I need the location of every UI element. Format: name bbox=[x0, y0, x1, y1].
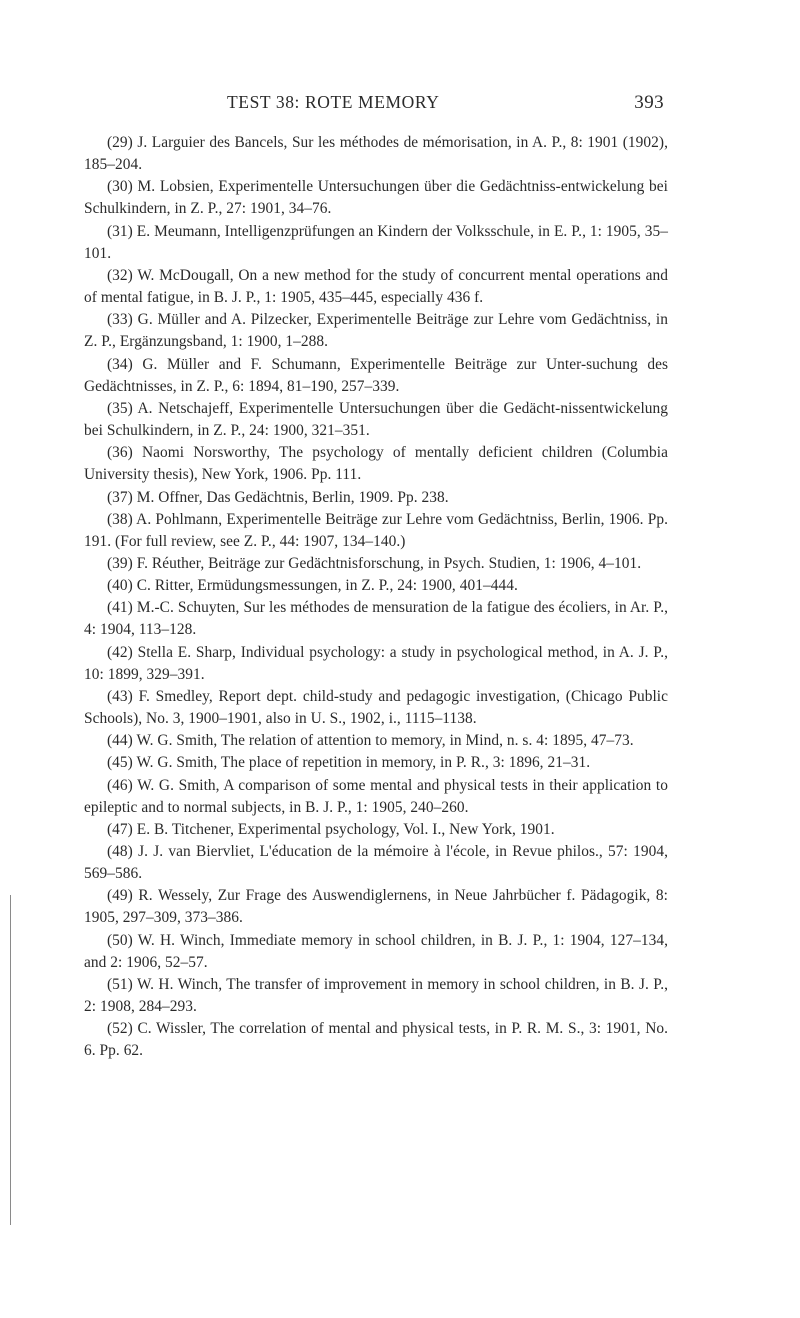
reference-entry-51: (51) W. H. Winch, The transfer of improvement in memory in school children, in B. J. P., 2: 1908, 284–293. bbox=[84, 975, 668, 1016]
reference-entry-32: (32) W. McDougall, On a new method for the study of concurrent mental operations and of mental fatigue, in B. J. P., 1: 1905, 435–445, especially 436 f. bbox=[84, 266, 668, 307]
reference-entry-45: (45) W. G. Smith, The place of repetition in memory, in P. R., 3: 1896, 21–31. bbox=[107, 754, 591, 772]
reference-entry-34: (34) G. Müller and F. Schumann, Experimentelle Beiträge zur Unter-suchung des Gedächtnisses, in Z. P., 6: 1894, 81–190, 257–339. bbox=[84, 355, 668, 395]
running-head bbox=[84, 92, 664, 116]
reference-entry-43: (43) F. Smedley, Report dept. child-study and pedagogic investigation, (Chicago Public Schools), No. 3, 1900–1901, also in U. S., 1902, i., 1115–1138. bbox=[84, 687, 668, 728]
reference-entry-33: (33) G. Müller and A. Pilzecker, Experimentelle Beiträge zur Lehre vom Gedächtniss, in Z. P., Ergänzungsband, 1: 1900, 1–288. bbox=[84, 311, 668, 351]
reference-entry-42: (42) Stella E. Sharp, Individual psychology: a study in psychological method, in A. J. P., 10: 1899, 329–391. bbox=[84, 643, 668, 683]
reference-entry-35: (35) A. Netschajeff, Experimentelle Untersuchungen über die Gedächt-nissentwickelung bei Schulkindern, in Z. P., 24: 1900, 321–351. bbox=[84, 399, 668, 440]
reference-entry-49: (49) R. Wessely, Zur Frage des Auswendiglernens, in Neue Jahrbücher f. Pädagogik, 8: 1905, 297–309, 373–386. bbox=[84, 887, 668, 927]
reference-entry-30: (30) M. Lobsien, Experimentelle Untersuchungen über die Gedächtniss-entwickelung bei Schulkindern, in Z. P., 27: 1901, 34–76. bbox=[84, 178, 668, 218]
reference-entry-29: (29) J. Larguier des Bancels, Sur les méthodes de mémorisation, in A. P., 8: 1901 (1902), 185–204. bbox=[84, 134, 668, 174]
reference-entry-41: (41) M.-C. Schuyten, Sur les méthodes de mensuration de la fatigue des écoliers, in Ar. P., 4: 1904, 113–128. bbox=[84, 599, 668, 639]
reference-entry-47: (47) E. B. Titchener, Experimental psychology, Vol. I., New York, 1901. bbox=[107, 820, 555, 838]
reference-entry-48: (48) J. J. van Biervliet, L'éducation de la mémoire à l'école, in Revue philos., 57: 1904, 569–586. bbox=[84, 843, 668, 883]
reference-entry-39: (39) F. Réuther, Beiträge zur Gedächtnisforschung, in Psych. Studien, 1: 1906, 4–101. bbox=[107, 554, 642, 572]
reference-list bbox=[84, 132, 668, 1063]
reference-entry-31: (31) E. Meumann, Intelligenzprüfungen an Kindern der Volksschule, in E. P., 1: 1905, 35–101. bbox=[84, 222, 668, 262]
reference-entry-40: (40) C. Ritter, Ermüdungsmessungen, in Z. P., 24: 1900, 401–444. bbox=[107, 577, 518, 595]
reference-entry-50: (50) W. H. Winch, Immediate memory in school children, in B. J. P., 1: 1904, 127–134, and 2: 1906, 52–57. bbox=[84, 931, 668, 971]
reference-entry-44: (44) W. G. Smith, The relation of attention to memory, in Mind, n. s. 4: 1895, 47–73. bbox=[107, 732, 634, 750]
running-head-title: TEST 38: ROTE MEMORY bbox=[227, 92, 440, 112]
reference-entry-37: (37) M. Offner, Das Gedächtnis, Berlin, 1909. Pp. 238. bbox=[107, 488, 449, 506]
reference-entry-38: (38) A. Pohlmann, Experimentelle Beiträge zur Lehre vom Gedächtniss, Berlin, 1906. Pp. 191. (For full review, see Z. P., 44: 1907, 134–140.) bbox=[84, 510, 668, 550]
reference-entry-36: (36) Naomi Norsworthy, The psychology of mentally deficient children (Columbia University thesis), New York, 1906. Pp. 111. bbox=[84, 444, 668, 484]
reference-entry-46: (46) W. G. Smith, A comparison of some mental and physical tests in their application to epileptic and to normal subjects, in B. J. P., 1: 1905, 240–260. bbox=[84, 776, 668, 816]
page-edge-shadow bbox=[10, 895, 11, 1225]
page-number: 393 bbox=[634, 92, 664, 113]
reference-entry-52: (52) C. Wissler, The correlation of mental and physical tests, in P. R. M. S., 3: 1901, No. 6. Pp. 62. bbox=[84, 1020, 668, 1060]
